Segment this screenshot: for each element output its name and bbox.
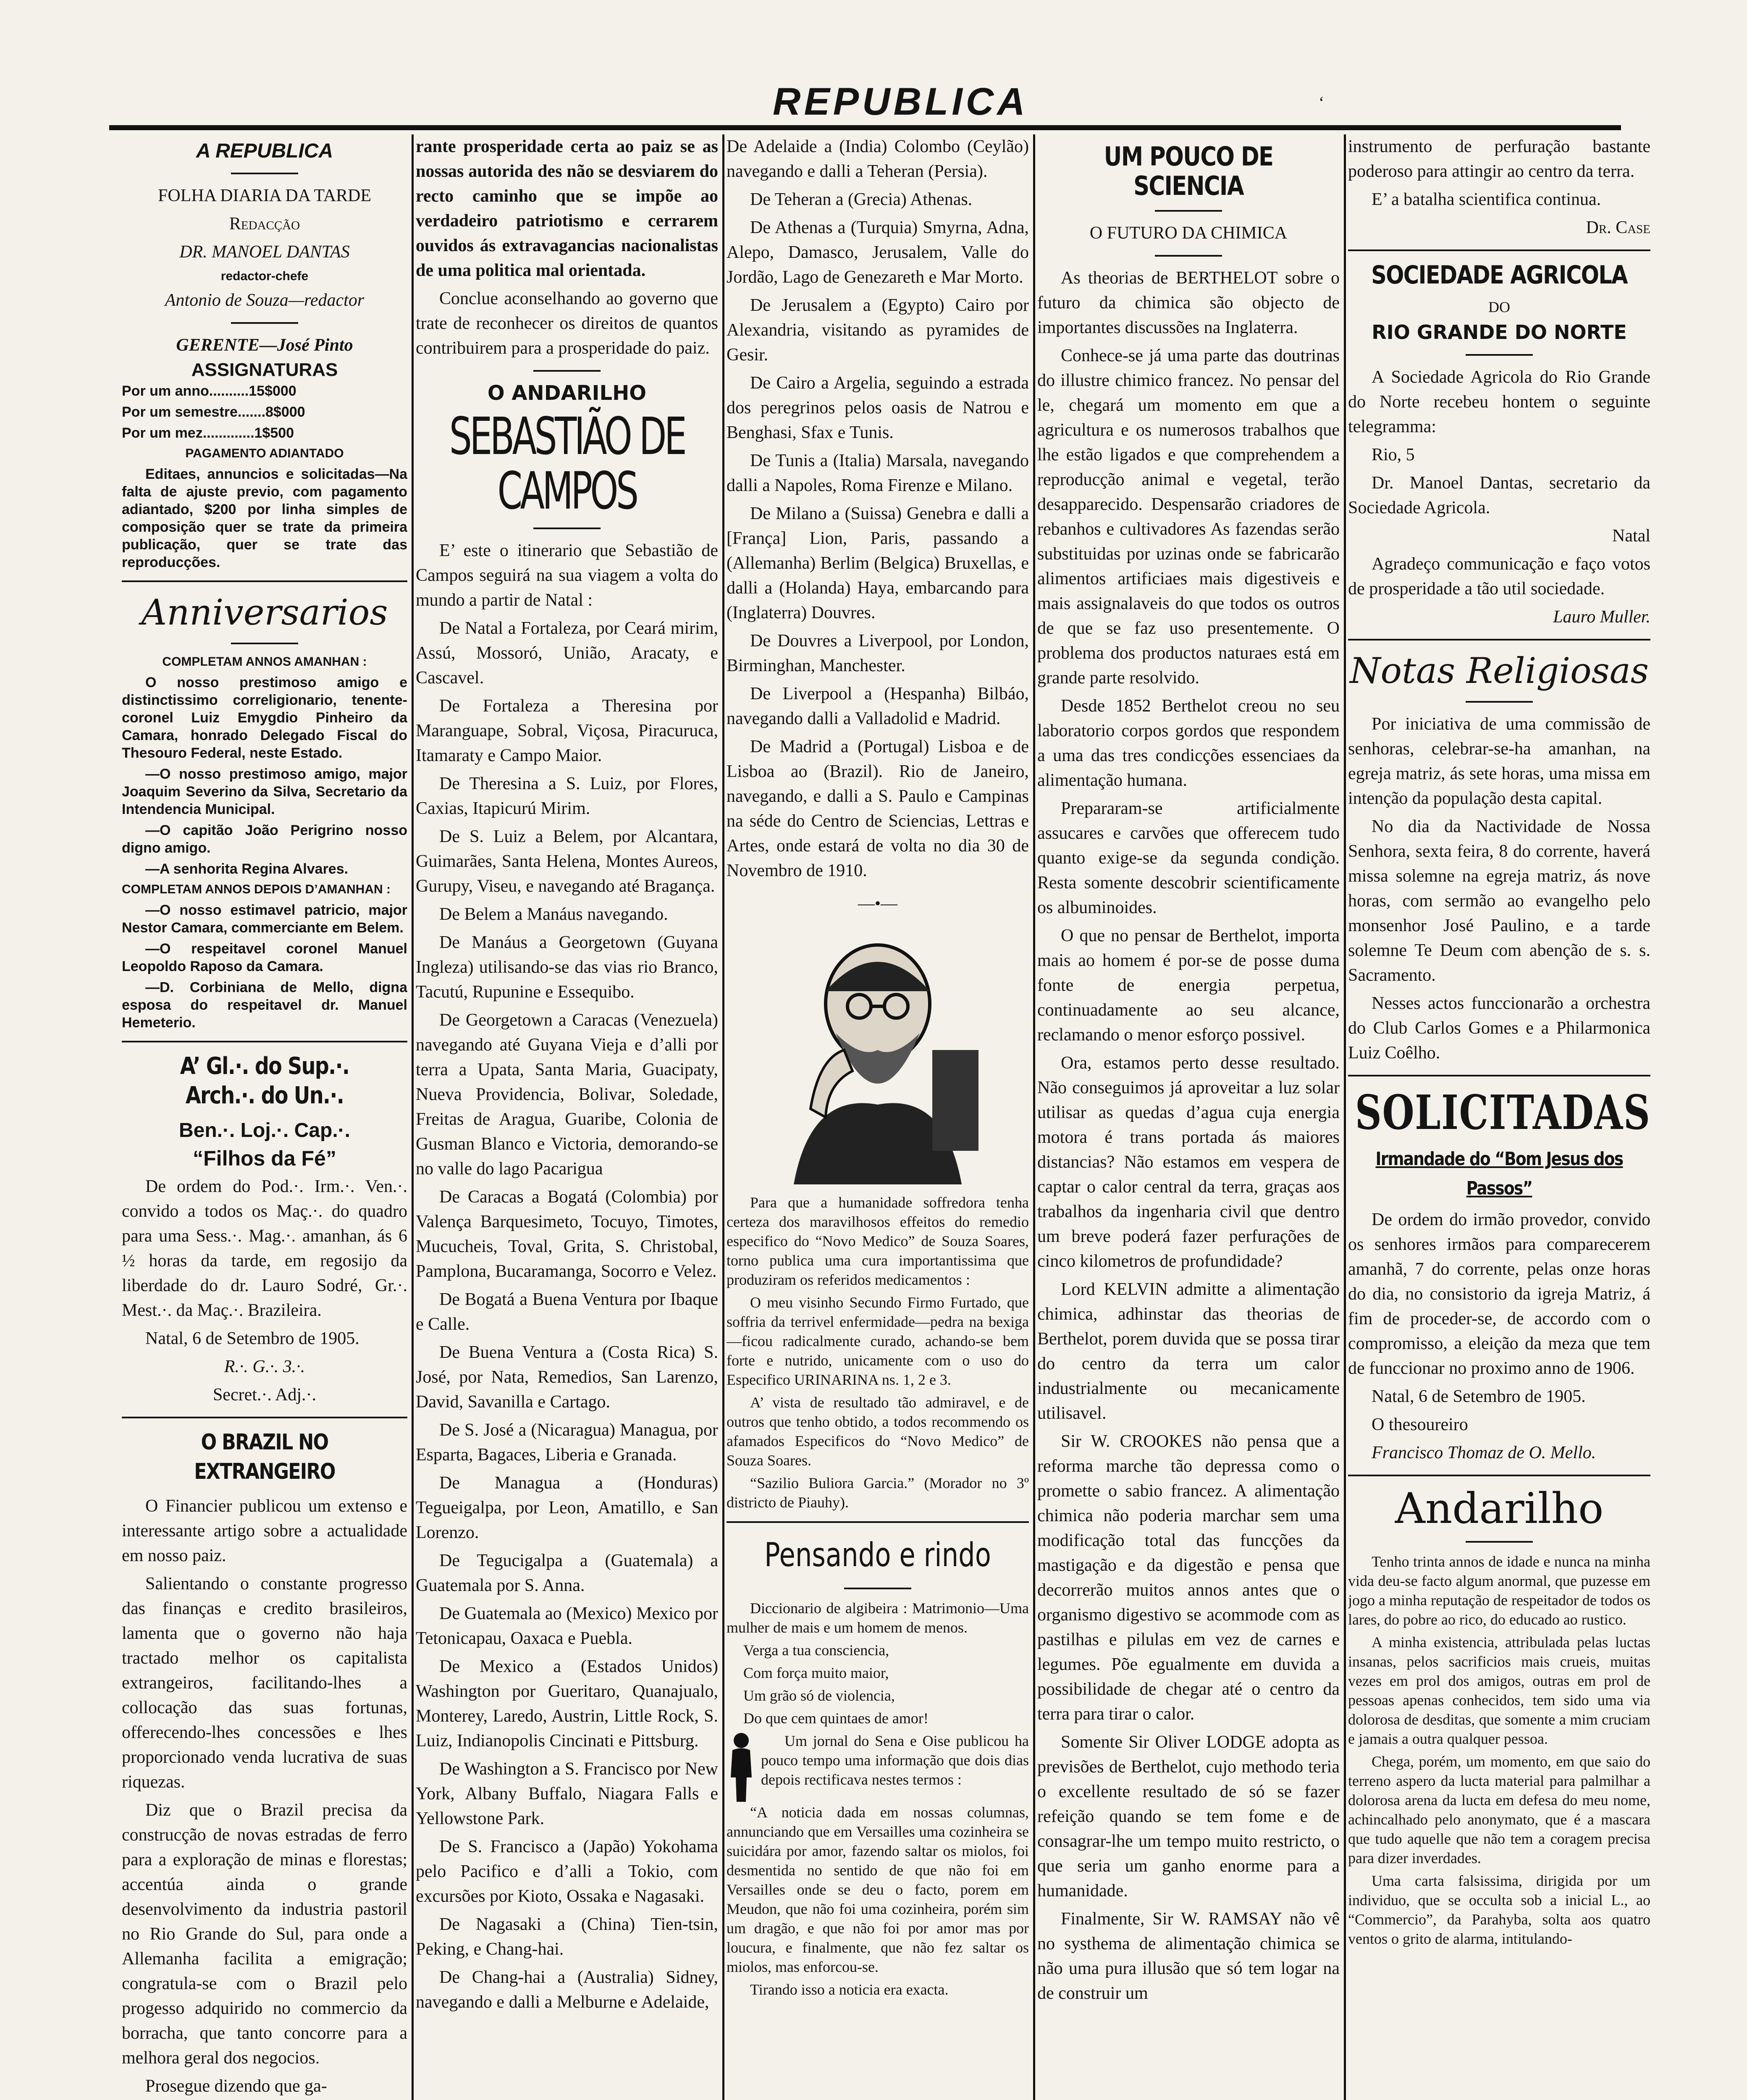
society-do: DO xyxy=(1488,299,1510,315)
section-rule xyxy=(1348,1075,1650,1076)
article-paragraph: Diz que o Brazil precisa da construcção de novas estradas de ferro para a exploração de minas e florestas; accentúa ainda o grande desenvolvimento da industria pastoril no Rio Grande do Sul, para onde a Allemanha facilita a emigração; congratula-se com o Brazil pelo progesso adquirido no commercio da borracha, que tanto concorre para a melhora geral dos negocios. xyxy=(122,1801,407,2068)
telegram-place: Rio, 5 xyxy=(1372,445,1415,465)
column-rule xyxy=(1033,134,1035,2100)
section-rule xyxy=(122,1417,407,1418)
redactor-chefe-label: redactor-chefe xyxy=(220,269,309,283)
price-line: Por um semestre.......8$000 xyxy=(122,404,305,420)
assignaturas-heading: ASSIGNATURAS xyxy=(191,360,338,380)
itinerary-item: De S. Francisco a (Japão) Yokohama pelo Pacifico e d’alli a Tokio, com excursões por Kioto, Ossaka e Nagasaki. xyxy=(416,1837,718,1906)
itinerary-item: De Managua a (Honduras) Tegueigalpa, por Leon, Amatillo, e San Lorenzo. xyxy=(416,1473,718,1542)
page-mark: ‘ xyxy=(1319,93,1325,112)
itinerary-item: De Bogatá a Buena Ventura por Ibaque e Calle. xyxy=(416,1290,718,1334)
itinerary-item: De Manáus a Georgetown (Guyana Ingleza) utilisando-se das vias rio Branco, Tacutú, Rupunine e Essequibo. xyxy=(416,933,718,1002)
divider xyxy=(231,643,298,644)
itinerary-item: De Jerusalem a (Egypto) Cairo por Alexandria, visitando as pyramides de Gesir. xyxy=(727,296,1029,365)
anniversarios-heading: Anniversarios xyxy=(141,592,388,633)
itinerary-item: De Georgetown a Caracas (Venezuela) navegando até Guyana Vieja e d’alli por terra a Upata, Santa Maria, Guacipaty, Nueva Providencia, Bolivar, Soledade, Freitas de Aragua, Guaribe, Colonia de Gusman Blanco e Victoria, demorando-se no valle do lago Pacarigua xyxy=(416,1011,718,1179)
lodge-notice: De ordem do Pod.·. Irm.·. Ven.·. convido a todos os Maç.·. do quadro para uma Sess.·. Mag.·. amanhan, ás 6 ½ horas da tarde, em regosijo da liberdade do dr. Lauro Sodré, Gr.·. Mest.·. da Maç.·. Brazileira. xyxy=(122,1177,407,1320)
article-signature: Dr. Case xyxy=(1586,218,1650,237)
article-paragraph: instrumento de perfuração bastante poderoso para attingir ao centro da terra. xyxy=(1348,137,1650,181)
itinerary-item: De Chang-hai a (Australia) Sidney, navegando e dalli a Melburne e Adelaide, xyxy=(416,1968,718,2012)
notice-role: O thesoureiro xyxy=(1372,1415,1468,1434)
itinerary-item: De Guatemala ao (Mexico) Mexico por Tetonicapau, Oaxaca e Puebla. xyxy=(416,1604,718,1648)
andarilho-heading: Andarilho xyxy=(1395,1484,1604,1533)
itinerary-intro: E’ este o itinerario que Sebastião de Campos seguirá na sua viagem a volta do mundo a partir de Natal : xyxy=(416,541,718,610)
divider xyxy=(1155,255,1222,257)
director-name: DR. MANOEL DANTAS xyxy=(179,242,350,262)
itinerary-item: De Tegucigalpa a (Guatemala) a Guatemala por S. Anna. xyxy=(416,1551,718,1595)
header-rule xyxy=(109,125,1621,130)
anniv-item: —O nosso estimavel patricio, major Nestor Camara, commerciante em Belem. xyxy=(122,902,407,936)
pagamento-label: PAGAMENTO ADIANTADO xyxy=(185,446,344,460)
masthead-box-title: A REPUBLICA xyxy=(196,140,333,162)
itinerary-item: De Caracas a Bogatá (Colombia) por Valença Barquesimeto, Tocuyo, Timotes, Mucucheis, Toval, Grita, S. Christobal, Pamplona, Bucaramanga, Socorro e Velez. xyxy=(416,1187,718,1281)
divider xyxy=(1155,210,1222,212)
article-paragraph: Dr. Manoel Dantas, secretario da Sociedade Agricola. xyxy=(1348,473,1650,517)
article-paragraph: Somente Sir Oliver LODGE adopta as previsões de Berthelot, cujo methodo teria o excellente resultado de só se fazer refeição quando se tem fome e de consagrar-lhe um tempo muito restricto, o que seria um ganho enorme para a humanidade. xyxy=(1037,1732,1340,1900)
article-paragraph: Conclue aconselhando ao governo que trate de reconhecer os direitos de quantos contribuirem para a prosperidade do paiz. xyxy=(416,289,718,358)
andarilho-kicker: O ANDARILHO xyxy=(487,381,647,405)
divider xyxy=(533,370,601,372)
itinerary-item: De Fortaleza a Theresina por Maranguape, Sobral, Viçosa, Piracuruca, Itamaraty e Campo Maior. xyxy=(416,696,718,765)
verse-line: Do que cem quintaes de amor! xyxy=(743,1710,929,1727)
column-1 xyxy=(122,134,407,2100)
lodge-signature-role: Secret.·. Adj.·. xyxy=(212,1385,317,1404)
anniv-item: O nosso prestimoso amigo e distinctissimo correligionario, tenente-coronel Luiz Emygdio Pinheiro da Camara, honrado Delegado Fiscal do Thesouro Federal, neste Estado. xyxy=(122,675,407,761)
article-paragraph: Lord KELVIN admitte a alimentação chimica, adhinstar das theorias de Berthelot, porem duvida que se possa tirar do centro da terra um calor industrialmente ou mecanicamente utilisavel. xyxy=(1037,1280,1340,1423)
article-paragraph: O que no pensar de Berthelot, importa mais ao homem é por-se de posse duma fonte de energia perpetua, continuadamente ao seu alcance, reclamando o menor esforço possivel. xyxy=(1037,926,1340,1045)
itinerary-item: De S. José a (Nicaragua) Managua, por Esparta, Bagaces, Liberia e Granada. xyxy=(416,1420,718,1465)
section-rule xyxy=(122,1041,407,1042)
human-silhouette-icon xyxy=(727,1731,756,1803)
article-paragraph: As theorias de BERTHELOT sobre o futuro da chimica são objecto de importantes discussões na Inglaterra. xyxy=(1037,268,1340,337)
telegram-city: Natal xyxy=(1612,526,1650,546)
divider xyxy=(533,528,601,529)
article-paragraph: Conhece-se já uma parte das doutrinas do illustre chimico francez. No pensar del le, chegará um momento em que a agricultura e os numerosos trabalhos que lhe estão ligados e que comprehendem a reproducção animal e vegetal, terão desapparecido. Despensarão criadores de rebanhos e cultivadores As fazendas serão substituidas por uzinas onde se fabricarão alimentos artificiaes mais digestiveis e mais assignalaveis do que todos os outros de que se faz uso presentemente. O problema dos productos naturaes está em grande parte resolvido. xyxy=(1037,346,1340,688)
section-rule xyxy=(1348,639,1650,640)
column-5 xyxy=(1348,134,1650,2100)
anniv-item: —O nosso prestimoso amigo, major Joaquim Severino da Silva, Secretario da Intendencia Municipal. xyxy=(122,766,407,817)
article-paragraph: De ordem do irmão provedor, convido os senhores irmãos para comparecerem amanhã, 7 do corrente, pelas onze horas do dia, no consistorio da igreja Matriz, á fim de proceder-se, de accordo com o compromisso, a eleição da meza que tem de funccionar no proximo anno de 1906. xyxy=(1348,1210,1650,1378)
column-rule xyxy=(1344,134,1346,2100)
itinerary-item: De Belem a Manáus navegando. xyxy=(439,905,668,924)
joke-paragraph: Um jornal do Sena e Oise publicou ha pouco tempo uma informação que dois dias depois rectificava nestes termos : xyxy=(761,1732,1029,1788)
newspaper-title: REPUBLICA xyxy=(773,80,1028,123)
article-paragraph: Uma carta falsissima, dirigida por um individuo, que se occulta sob a inicial L., ao “Commercio”, da Parahyba, solta aos quatro ventos o grito de alarma, intitulando- xyxy=(1348,1872,1650,1947)
article-paragraph: O Financier publicou um extenso e interessante artigo sobre a actualidade em nosso paiz. xyxy=(122,1496,407,1565)
anniv-item: —O respeitavel coronel Manuel Leopoldo Raposo da Camara. xyxy=(122,941,407,974)
divider xyxy=(844,1588,911,1589)
itinerary-item: De Cairo a Argelia, seguindo a estrada dos peregrinos pelos oasis de Natrou e Benghasi, Sfax e Tunis. xyxy=(727,373,1029,442)
anniv-subheading: COMPLETAM ANNOS AMANHAN : xyxy=(162,655,367,669)
article-paragraph: A minha existencia, attribulada pelas luctas insanas, pelos sacrificios mais crueis, muitas vezes em prol dos amigos, outras em prol de pessoas apenas conhecidos, tem sido uma via dolorosa de desditas, que somente a mim cruciam e jamais a outra qualquer pessoa. xyxy=(1348,1634,1650,1747)
itinerary-item: De Madrid a (Portugal) Lisboa e de Lisboa ao (Brazil). Rio de Janeiro, navegando, e dalli a S. Paulo e Campinas na séde do Centro de Sciencias, Lettras e Artes, onde estará de volta no dia 30 de Novembro de 1910. xyxy=(727,737,1029,880)
itinerary-item: De Theresina a S. Luiz, por Flores, Caxias, Itapicurú Mirim. xyxy=(416,774,718,818)
article-paragraph: A Sociedade Agricola do Rio Grande do Norte recebeu hontem o seguinte telegramma: xyxy=(1348,368,1650,436)
itinerary-item: De Teheran a (Grecia) Athenas. xyxy=(750,190,973,209)
article-paragraph: Ora, estamos perto desse resultado. Não conseguimos já aproveitar a luz solar utilisar as quedas d’agua cuja energia motora é trans portada ás maiores distancias? Não estamos em vespera de captar o calor central da terra, graças aos trabalhos da ingenharia civil que dentro um breve poderá fazer perfurações de cinco kilometros de profundidade? xyxy=(1037,1053,1340,1271)
irmandade-heading: Irmandade do “Bom Jesus dos Passos” xyxy=(1375,1148,1623,1199)
notice-signature: Francisco Thomaz de O. Mello. xyxy=(1372,1443,1596,1462)
ornament-divider: —•— xyxy=(858,894,897,913)
lodge-subheading: Ben.·. Loj.·. Cap.·. xyxy=(179,1119,350,1142)
divider xyxy=(231,322,298,324)
article-paragraph: Chega, porém, um momento, em que saio do terreno aspero da lucta material para palmilhar a dolorosa arena da lucta em defesa do meu nome, achincalhado pelo anonymato, que é a mascara que tudo aquelle que não tem a coragem precisa para dizer inverdades. xyxy=(1348,1753,1650,1866)
notice-date: Natal, 6 de Setembro de 1905. xyxy=(1372,1387,1586,1406)
itinerary-item: De Tunis a (Italia) Marsala, navegando dalli a Napoles, Roma Firenze e Milano. xyxy=(727,451,1029,495)
column-4 xyxy=(1037,134,1340,2100)
section-rule xyxy=(1348,249,1650,251)
itinerary-item: De Buena Ventura a (Costa Rica) S. José, por Nata, Remedios, San Larenzo, David, Savanilla e Cartago. xyxy=(416,1343,718,1412)
pensando-heading: Pensando e rindo xyxy=(764,1536,991,1574)
divider xyxy=(1466,701,1533,703)
lodge-signature: R.·. G.·. 3.·. xyxy=(224,1357,305,1376)
solicitadas-heading: SOLICITADAS xyxy=(1355,1085,1650,1140)
article-paragraph: Sir W. CROOKES não pensa que a reforma marche tão depressa como o promette o sabio francez. A alimentação chimica não poderia marchar sem uma modificação total das funcções da mastigação e da digestão e pensa que decorrerão muitos annos antes que o organismo digestivo se acommode com as pastilhas e pilulas em vez de carnes e legumes. Põe egualmente em duvida a possibilidade de chegar até o centro da terra para tirar o calor. xyxy=(1037,1432,1340,1724)
verse-line: Um grão só de violencia, xyxy=(743,1687,895,1704)
ad-paragraph: Para que a humanidade soffredora tenha certeza dos maravilhosos effeitos do remedio especifico do “Novo Medico” de Souza Soares, torno publica uma cura importantissima que produziram os referidos medicamentos : xyxy=(727,1194,1029,1288)
redactor-name: Antonio de Souza—redactor xyxy=(165,291,365,310)
ad-paragraph: O meu visinho Secundo Firmo Furtado, que soffria da terrivel enfermidade—pedra na bexiga—ficou radicalmente curado, achando-se bem forte e nutrido, unicamente com o uso do Especifico URINARINA ns. 1, 2 e 3. xyxy=(727,1294,1029,1388)
itinerary-item: De Athenas a (Turquia) Smyrna, Adna, Alepo, Damasco, Jerusalem, Valle do Jordão, Lago de Genezareth e Mar Morto. xyxy=(727,218,1029,287)
column-rule xyxy=(412,134,414,2100)
editaes-note: Editaes, annuncios e solicitadas—Na falta de ajuste previo, com pagamento adiantado, $200 por linha simples de composição quer se trate da primeira publicação, quer se trate das reproducções. xyxy=(122,466,407,570)
notas-heading: Notas Religiosas xyxy=(1350,650,1649,691)
article-paragraph: No dia da Nactividade de Nossa Senhora, sexta feira, 8 do corrente, haverá missa solemne na egreja matriz, ás nove horas, com sermão ao evangelho pelo monsenhor José Paulino, e a tarde solemne Te Deum com abenção de s. s. Sacramento. xyxy=(1348,817,1650,985)
article-paragraph: Finalmente, Sir W. RAMSAY não vê no systhema de alimentação chimica se não uma pura illusão que só tem logar na de construir um xyxy=(1037,1909,1340,2003)
itinerary-item: De Liverpool a (Hespanha) Bilbáo, navegando dalli a Valladolid e Madrid. xyxy=(727,684,1029,728)
itinerary-item: De Washington a S. Francisco por New York, Albany Buffalo, Niagara Falls e Yellowstone Park. xyxy=(416,1759,718,1828)
lodge-name: “Filhos da Fé” xyxy=(193,1147,336,1170)
section-rule xyxy=(1348,1475,1650,1476)
article-paragraph: Tenho trinta annos de idade e nunca na minha vida deu-se facto algum anormal, que puzesse em jogo a minha reputação de respeitador de todos os lares, do pobre ao rico, do educado ao rustico. xyxy=(1348,1553,1650,1628)
column-rule xyxy=(722,134,724,2100)
article-paragraph: Nesses actos funccionarão a orchestra do Club Carlos Gomes e a Philarmonica Luiz Coêlho. xyxy=(1348,994,1650,1063)
price-line: Por um mez.............1$500 xyxy=(122,425,294,441)
itinerary-item: De Mexico a (Estados Unidos) Washington por Gueritaro, Quanajualo, Monterey, Laredo, Austrin, Little Rock, S. Luiz, Indianopolis Cincinati e Pittsburg. xyxy=(416,1657,718,1751)
science-subheading: O FUTURO DA CHIMICA xyxy=(1089,223,1288,243)
science-heading: UM POUCO DE SCIENCIA xyxy=(1104,141,1273,201)
article-paragraph: Desde 1852 Berthelot creou no seu laboratorio corpos gordos que respondem a uma das tres condicções essenciaes da alimentação humana. xyxy=(1037,696,1340,790)
andarilho-name-heading: SEBASTIÃO DE CAMPOS xyxy=(449,407,685,521)
article-paragraph: E’ a batalha scientifica continua. xyxy=(1372,190,1601,209)
verse-line: Com força muito maior, xyxy=(743,1664,889,1681)
article-paragraph: Prepararam-se artificialmente assucares e carvões que offerecem tudo quanto exige-se da segunda condição. Resta somente descobrir scientificamente os albuminoides. xyxy=(1037,799,1340,917)
subtitle: FOLHA DIARIA DA TARDE xyxy=(157,186,372,205)
society-heading: SOCIEDADE AGRICOLA xyxy=(1371,260,1627,290)
anniv-item: —O capitão João Perigrino nosso digno amigo. xyxy=(122,822,407,856)
anniv-item: —A senhorita Regina Alvares. xyxy=(145,861,349,877)
anniv-item: —D. Corbiniana de Mello, digna esposa do respeitavel dr. Manuel Hemeterio. xyxy=(122,979,407,1031)
lodge-date: Natal, 6 de Setembro de 1905. xyxy=(145,1329,359,1348)
itinerary-item: De Adelaide a (India) Colombo (Ceylão) navegando e dalli a Teheran (Persia). xyxy=(727,137,1029,181)
column-3 xyxy=(727,134,1029,2100)
ad-paragraph: A’ vista de resultado tão admiravel, e de outros que tenho obtido, a todos recommendo os afamados Especificos do “Novo Medico” de Souza Soares. xyxy=(727,1394,1029,1469)
article-paragraph: Por iniciativa de uma commissão de senhoras, celebrar-se-ha amanhan, na egreja matriz, ás sete horas, uma missa em intenção da população desta capital. xyxy=(1348,714,1650,808)
article-paragraph: rante prosperidade certa ao paiz se as nossas autorida des não se desviarem do recto caminho que se impõe ao verdadeiro patriotismo e cerrarem ouvidos ás extravagancias nacionalistas de uma politica mal orientada. xyxy=(416,137,718,280)
gerente-name: GERENTE—José Pinto xyxy=(176,336,353,355)
joke-paragraph: Diccionario de algibeira : Matrimonio—Uma mulher de mais e um homem de menos. xyxy=(727,1600,1029,1636)
column-2 xyxy=(416,134,718,2100)
itinerary-item: De Milano a (Suissa) Genebra e dalli a [França] Lion, Paris, passando a (Allemanha) Berlim (Belgica) Bruxellas, e dalli a (Holanda) Haya, embarcando para (Inglaterra) Douvres. xyxy=(727,504,1029,622)
telegram-signature: Lauro Muller. xyxy=(1553,607,1650,627)
anniv-subheading: COMPLETAM ANNOS DEPOIS D’AMANHAN : xyxy=(122,882,391,896)
itinerary-item: De Douvres a Liverpool, por London, Birminghan, Manchester. xyxy=(727,631,1029,675)
itinerary-item: De S. Luiz a Belem, por Alcantara, Guimarães, Santa Helena, Montes Aureos, Gurupy, Viseu, e navegando até Bragança. xyxy=(416,827,718,896)
itinerary-item: De Natal a Fortaleza, por Ceará mirim, Assú, Mossoró, União, Aracaty, e Cascavel. xyxy=(416,619,718,688)
joke-paragraph: Tirando isso a noticia era exacta. xyxy=(750,1981,949,1998)
brazil-heading: O BRAZIL NO EXTRANGEIRO xyxy=(194,1430,335,1484)
divider xyxy=(1466,354,1533,356)
article-paragraph: Prosegue dizendo que ga- xyxy=(145,2076,327,2096)
price-line: Por um anno..........15$000 xyxy=(122,383,296,399)
verse-line: Verga a tua consciencia, xyxy=(743,1642,889,1659)
joke-paragraph: “A noticia dada em nossas columnas, annunciando que em Versailles uma cozinheira se suicidára por amor, fazendo saltar os miolos, foi desmentida no sentido de que não foi em Versailles onde se deu o facto, porem em Meudon, que não foi uma cozinheira, porém sim um dragão, e que não foi por amor mas por loucura, e finalmente, que não fez saltar os miolos, mas enforcou-se. xyxy=(727,1804,1029,1975)
divider xyxy=(1466,1541,1533,1543)
society-heading-2: RIO GRANDE DO NORTE xyxy=(1372,321,1627,344)
itinerary-item: De Nagasaki a (China) Tien-tsin, Peking, e Chang-hai. xyxy=(416,1915,718,1959)
section-rule xyxy=(727,1521,1029,1523)
section-rule xyxy=(122,580,407,582)
bearded-man-portrait-icon xyxy=(760,924,995,1184)
redaccao-label: Redacção xyxy=(229,214,300,234)
article-paragraph: Agradeço communicação e faço votos de prosperidade a tão util sociedade. xyxy=(1348,554,1650,598)
article-paragraph: Salientando o constante progresso das finanças e credito brasileiros, lamenta que o governo não haja tractado melhor os capitalista extrangeiros, facilitando-lhes a collocação das suas fortunas, offerecendo-lhes concessões e lhes proporcionado venda lucrativa de suas riquezas. xyxy=(122,1574,407,1792)
lodge-heading: A’ Gl.·. do Sup.·. Arch.·. do Un.·. xyxy=(180,1053,349,1109)
divider xyxy=(231,173,298,174)
ad-signature: “Sazilio Buliora Garcia.” (Morador no 3º districto de Piauhy). xyxy=(727,1475,1029,1511)
